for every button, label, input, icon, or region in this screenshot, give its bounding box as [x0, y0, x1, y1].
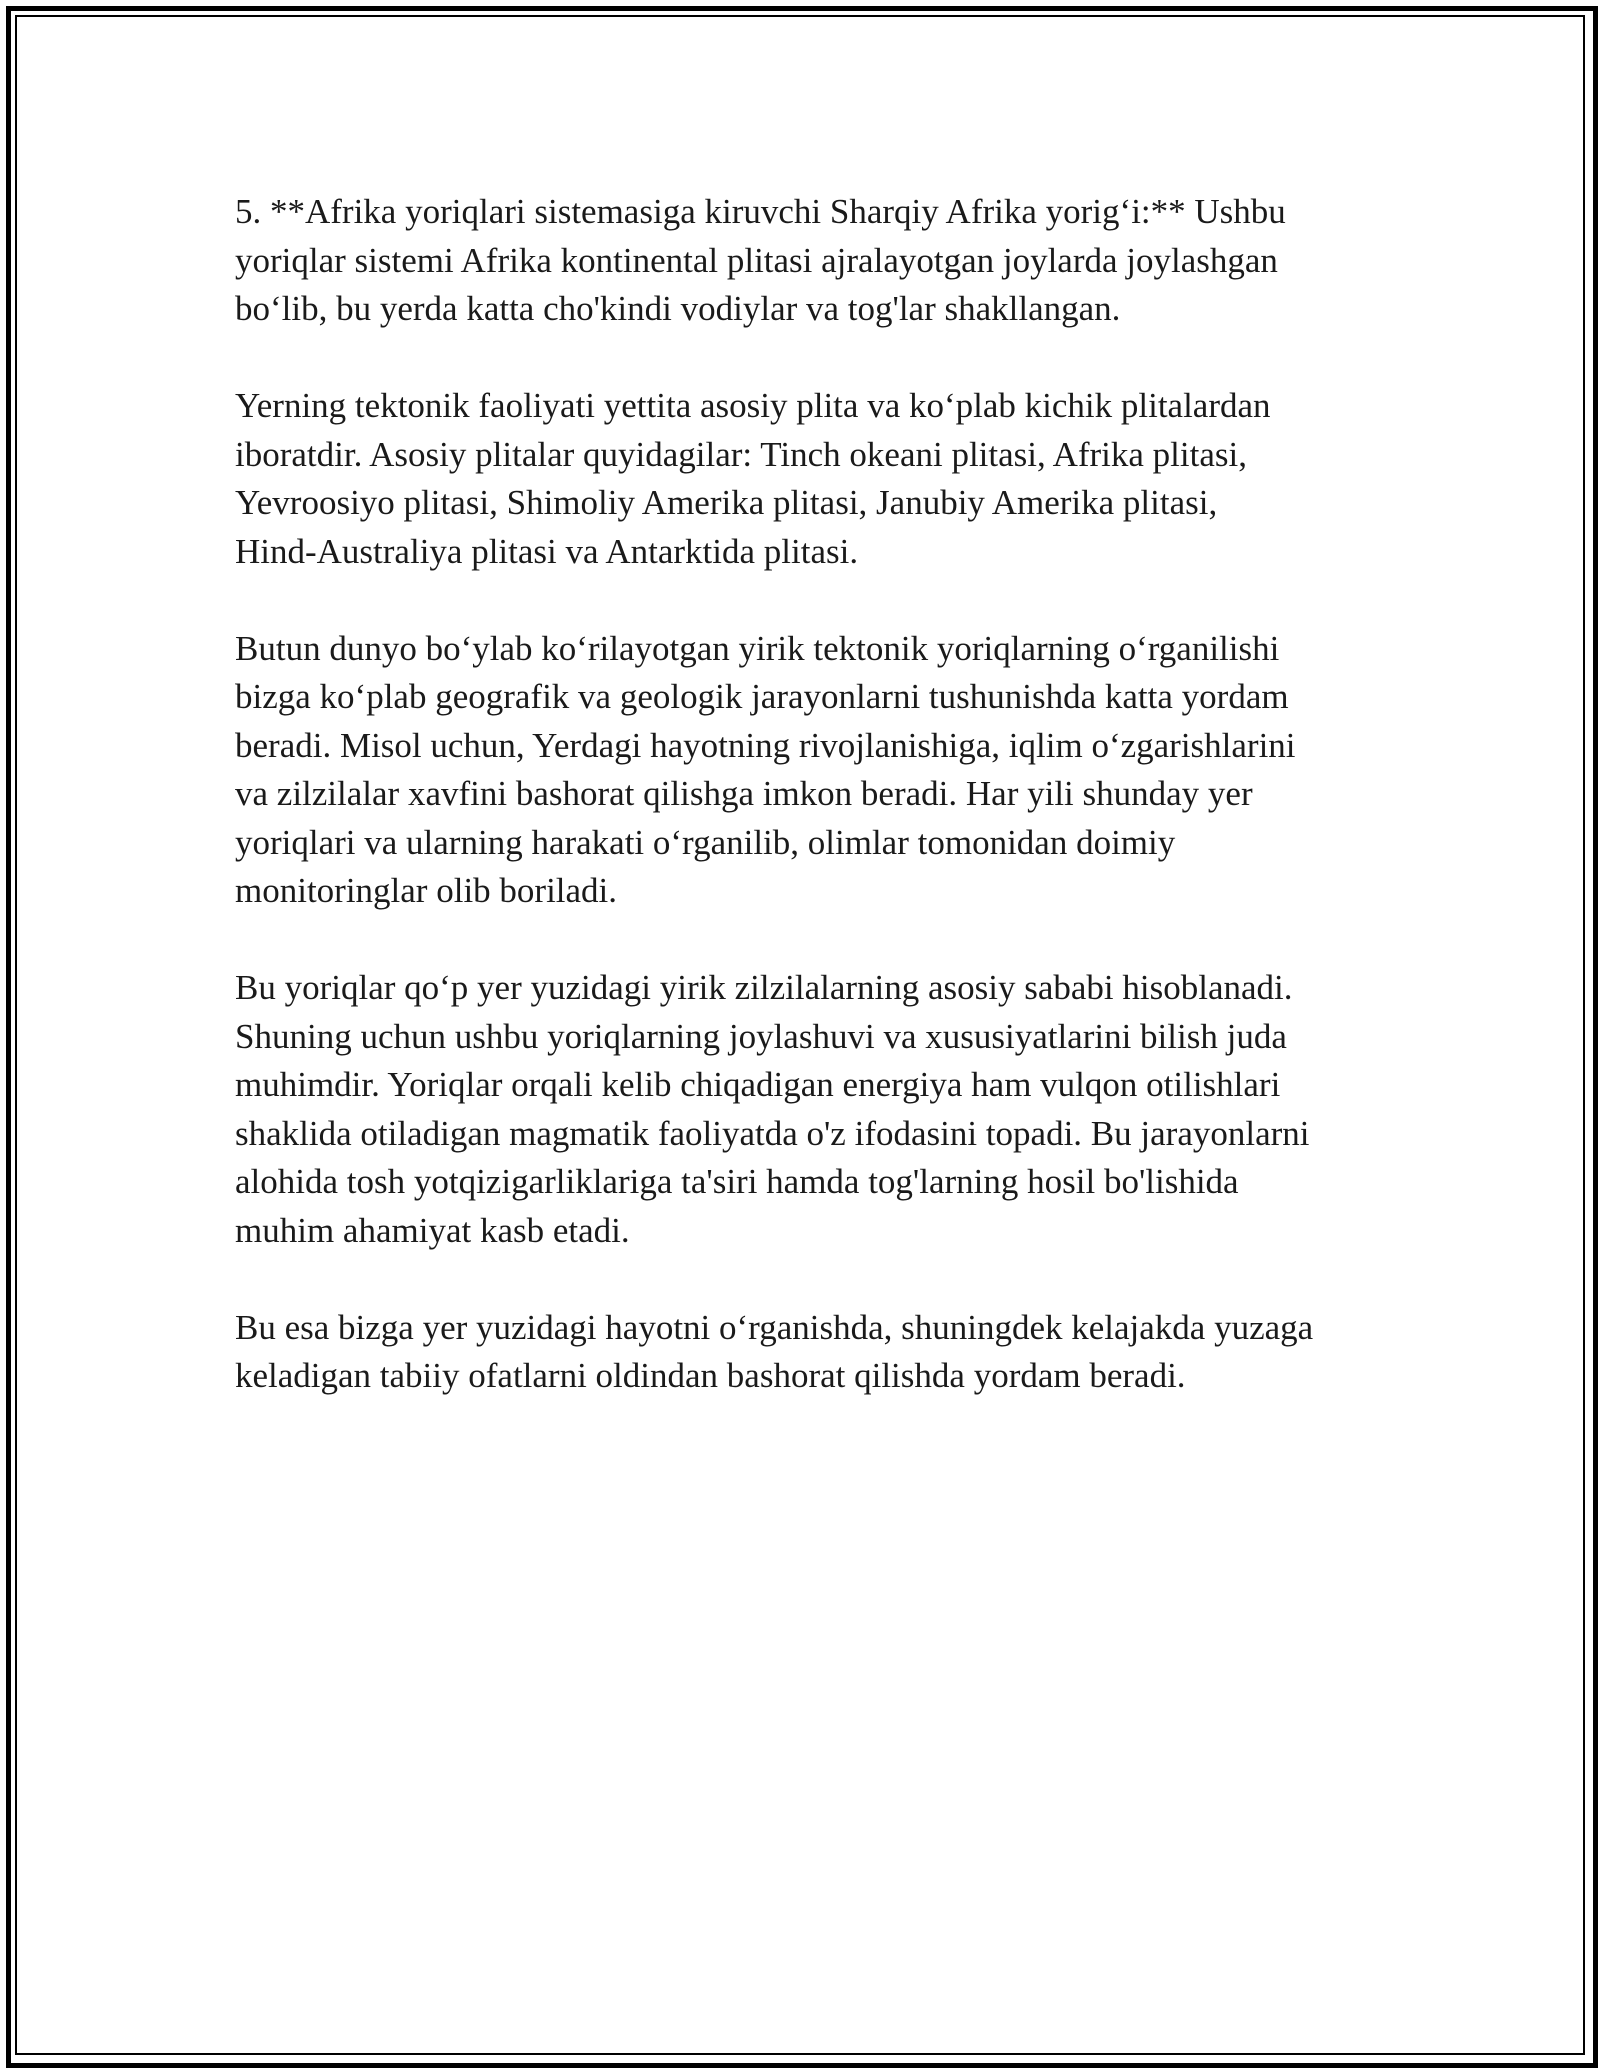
paragraph-east-african-rift [235, 188, 1375, 334]
text-line: Bu yoriqlar qo‘p yer yuzidagi yirik zilzilalarning asosiy sababi hisoblanadi. [235, 968, 1293, 1007]
text-line: Butun dunyo bo‘ylab ko‘rilayotgan yirik tektonik yoriqlarning o‘rganilishi [235, 628, 1280, 668]
text-line: muhim ahamiyat kasb etadi. [235, 1210, 630, 1250]
text-line: Yevroosiyo plitasi, Shimoliy Amerika plitasi, Janubiy Amerika plitasi, [235, 483, 1218, 522]
paragraph-earthquakes [235, 964, 1375, 1255]
paragraph-tectonic-plates [235, 382, 1375, 576]
text-line: shaklida otiladigan magmatik faoliyatda o'z ifodasini topadi. Bu jarayonlarni [235, 1113, 1310, 1153]
document-body [235, 188, 1375, 1401]
text-line: muhimdir. Yoriqlar orqali kelib chiqadigan energiya ham vulqon otilishlari [235, 1065, 1281, 1104]
text-line: yoriqlar sistemi Afrika kontinental plitasi ajralayotgan joylarda joylashgan [235, 240, 1278, 280]
text-line: iboratdir. Asosiy plitalar quyidagilar: Tinch okeani plitasi, Afrika plitasi, [235, 434, 1247, 474]
text-line: monitoringlar olib boriladi. [235, 871, 618, 910]
text-line: va zilzilalar xavfini bashorat qilishga imkon beradi. Har yili shunday yer [235, 774, 1253, 813]
text-line: yoriqlari va ularning harakati o‘rganilib, olimlar tomonidan doimiy [235, 822, 1176, 862]
text-line: Shuning uchun ushbu yoriqlarning joylashuvi va xususiyatlarini bilish juda [235, 1016, 1287, 1056]
text-line: keladigan tabiiy ofatlarni oldindan bashorat qilishda yordam beradi. [235, 1356, 1186, 1395]
paragraph-rift-study [235, 625, 1375, 916]
paragraph-conclusion [235, 1304, 1375, 1401]
text-line: 5. **Afrika yoriqlari sistemasiga kiruvchi Sharqiy Afrika yorig‘i:** Ushbu [235, 192, 1286, 231]
text-line: beradi. Misol uchun, Yerdagi hayotning rivojlanishiga, iqlim o‘zgarishlarini [235, 725, 1296, 765]
text-line: Bu esa bizga yer yuzidagi hayotni o‘rganishda, shuningdek kelajakda yuzaga [235, 1307, 1314, 1347]
text-line: Yerning tektonik faoliyati yettita asosiy plita va ko‘plab kichik plitalardan [235, 386, 1271, 425]
text-line: Hind-Australiya plitasi va Antarktida plitasi. [235, 531, 859, 571]
text-line: alohida tosh yotqizigarliklariga ta'siri hamda tog'larning hosil bo'lishida [235, 1162, 1239, 1201]
text-line: bo‘lib, bu yerda katta cho'kindi vodiylar va tog'lar shakllangan. [235, 289, 1121, 328]
text-line: bizga ko‘plab geografik va geologik jarayonlarni tushunishda katta yordam [235, 677, 1289, 716]
